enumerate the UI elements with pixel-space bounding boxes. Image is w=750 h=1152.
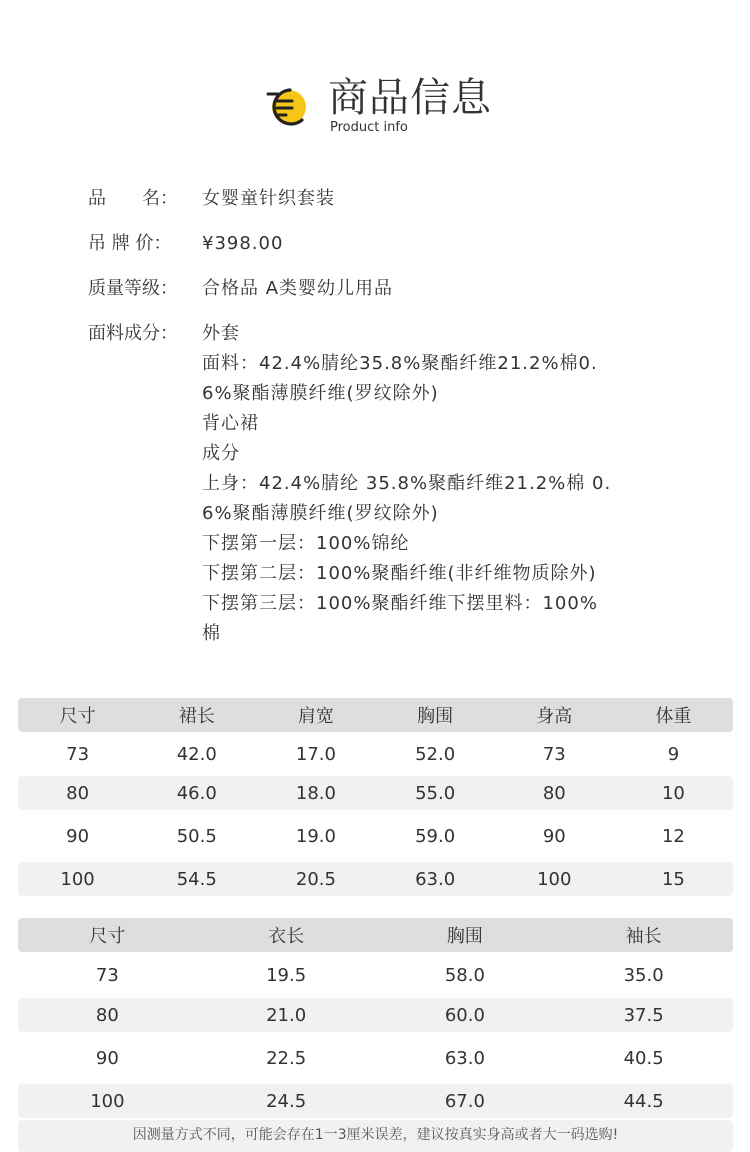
table-cell: 15	[661, 868, 685, 890]
table-cell: 9	[667, 743, 680, 765]
info-row-price	[88, 229, 668, 259]
table-header-cell: 肩宽	[297, 706, 334, 727]
table-cell: 73	[542, 743, 566, 765]
info-line: 下摆第三层：100%聚酯纤维下摆里料：100%	[202, 593, 598, 614]
info-line: 6%聚酯薄膜纤维(罗纹除外)	[202, 503, 439, 524]
info-label: 面料成分：	[88, 323, 178, 344]
table-cell: 22.5	[266, 1047, 307, 1069]
table-cell: 90	[542, 825, 566, 847]
info-value	[202, 184, 668, 214]
info-line: 合格品 A类婴幼儿用品	[202, 278, 394, 299]
table-row	[18, 1084, 733, 1118]
info-value	[202, 229, 668, 259]
table-cell: 20.5	[295, 868, 336, 890]
info-line: 成分	[202, 443, 240, 464]
info-line: 上身：42.4%腈纶 35.8%聚酯纤维21.2%棉 0.	[202, 473, 612, 494]
table-cell: 19.5	[266, 964, 307, 986]
table-header-cell: 体重	[655, 706, 692, 727]
table-cell: 100	[60, 868, 95, 890]
product-info-list	[88, 184, 668, 664]
size-table-dress	[18, 698, 733, 896]
table-cell: 100	[537, 868, 572, 890]
table-cell: 50.5	[176, 825, 217, 847]
table-header-cell: 裙长	[178, 706, 215, 727]
info-row-grade	[88, 274, 668, 304]
table-cell: 63.0	[444, 1047, 485, 1069]
table-header	[18, 918, 733, 952]
table-cell: 46.0	[176, 782, 217, 804]
info-line: 背心裙	[202, 413, 259, 434]
table-header-cell: 身高	[536, 706, 573, 727]
size-table-top	[18, 918, 733, 1118]
table-cell: 73	[66, 743, 90, 765]
table-cell: 60.0	[444, 1004, 485, 1026]
info-line: 下摆第二层：100%聚酯纤维(非纤维物质除外)	[202, 563, 597, 584]
table-header-cell: 胸围	[446, 926, 483, 947]
table-row	[18, 952, 733, 998]
table-cell: 19.0	[295, 825, 336, 847]
table-row	[18, 776, 733, 810]
info-line: 面料：42.4%腈纶35.8%聚酯纤维21.2%棉0.	[202, 353, 598, 374]
table-cell: 12	[661, 825, 685, 847]
table-cell: 40.5	[623, 1047, 664, 1069]
table-cell: 67.0	[444, 1090, 485, 1112]
table-row	[18, 810, 733, 862]
info-value	[202, 319, 668, 649]
section-header	[262, 72, 502, 142]
table-cell: 10	[661, 782, 685, 804]
table-cell: 90	[66, 825, 90, 847]
table-cell: 55.0	[415, 782, 456, 804]
table-cell: 80	[95, 1004, 119, 1026]
page-subtitle: Product info	[330, 120, 408, 135]
table-header	[18, 698, 733, 732]
info-label: 吊 牌 价：	[88, 233, 172, 254]
table-cell: 35.0	[623, 964, 664, 986]
info-line: 女婴童针织套装	[202, 188, 335, 209]
table-cell: 80	[542, 782, 566, 804]
table-cell: 37.5	[623, 1004, 664, 1026]
info-value	[202, 274, 668, 304]
table-cell: 73	[95, 964, 119, 986]
table-row	[18, 1032, 733, 1084]
table-cell: 100	[90, 1090, 125, 1112]
info-row-fabric	[88, 319, 668, 649]
table-cell: 58.0	[444, 964, 485, 986]
table-cell: 21.0	[266, 1004, 307, 1026]
table-cell: 90	[95, 1047, 119, 1069]
info-line: ¥398.00	[202, 233, 284, 254]
table-row	[18, 862, 733, 896]
info-label: 品 名：	[88, 188, 178, 209]
table-header-cell: 胸围	[417, 706, 454, 727]
table-row	[18, 998, 733, 1032]
table-cell: 18.0	[295, 782, 336, 804]
table-cell: 17.0	[295, 743, 336, 765]
info-line: 外套	[202, 323, 240, 344]
info-row-name	[88, 184, 668, 214]
table-cell: 44.5	[623, 1090, 664, 1112]
table-cell: 80	[66, 782, 90, 804]
table-row	[18, 732, 733, 776]
document-logo-icon	[262, 84, 312, 130]
table-cell: 24.5	[266, 1090, 307, 1112]
page-title: 商品信息	[328, 75, 492, 121]
info-line: 下摆第一层：100%锦纶	[202, 533, 410, 554]
table-header-cell: 袖长	[625, 926, 662, 947]
table-cell: 42.0	[176, 743, 217, 765]
info-label: 质量等级：	[88, 278, 178, 299]
table-cell: 54.5	[176, 868, 217, 890]
table-header-cell: 尺寸	[89, 926, 126, 947]
info-line: 6%聚酯薄膜纤维(罗纹除外)	[202, 383, 439, 404]
table-cell: 52.0	[415, 743, 456, 765]
measurement-note: 因测量方式不同，可能会存在1一3厘米误差，建议按真实身高或者大一码选购!	[18, 1120, 733, 1152]
table-header-cell: 衣长	[268, 926, 305, 947]
info-line: 棉	[202, 623, 221, 644]
table-header-cell: 尺寸	[59, 706, 96, 727]
table-cell: 59.0	[415, 825, 456, 847]
table-cell: 63.0	[415, 868, 456, 890]
